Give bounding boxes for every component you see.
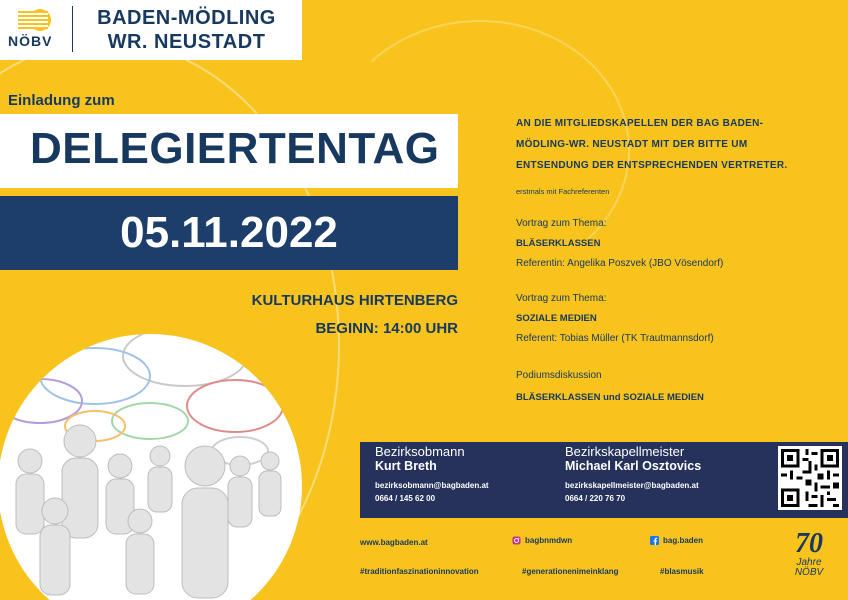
noebv-logo-icon — [14, 6, 54, 32]
panel-topic: BLÄSERKLASSEN und SOZIALE MEDIEN — [516, 392, 704, 403]
logo-divider — [72, 6, 73, 52]
talk-1 — [516, 214, 826, 274]
instagram-link[interactable] — [512, 536, 572, 545]
hashtag: #blasmusik — [660, 567, 704, 576]
contact-chair — [375, 444, 555, 503]
talk-speaker: Referentin: Angelika Poszvek (JBO Vösendorf) — [516, 258, 724, 269]
facebook-link[interactable] — [650, 536, 703, 545]
anniversary-logo — [784, 530, 834, 578]
intro-text — [516, 113, 826, 176]
event-start-time: BEGINN: 14:00 UHR — [315, 320, 458, 337]
contact-email[interactable]: bezirksobmann@bagbaden.at — [375, 481, 489, 490]
discussion-illustration — [0, 316, 340, 600]
talk-topic: BLÄSERKLASSEN — [516, 238, 601, 249]
talk-label: Vortrag zum Thema: — [516, 218, 607, 229]
invite-label: Einladung zum — [8, 92, 115, 109]
event-date: 05.11.2022 — [120, 208, 338, 257]
talk-speaker: Referent: Tobias Müller (TK Trautmannsdorf) — [516, 333, 714, 344]
panel-discussion — [516, 365, 826, 409]
website-link[interactable]: www.bagbaden.at — [360, 538, 428, 547]
instagram-icon — [512, 536, 521, 545]
qr-code[interactable] — [778, 446, 842, 510]
anniversary-word: Jahre — [796, 557, 822, 568]
page-title: DELEGIERTENTAG — [30, 124, 440, 173]
facebook-handle: bag.baden — [663, 536, 704, 545]
instagram-handle: bagbnmdwn — [525, 536, 573, 545]
logo-text: NÖBV — [8, 33, 53, 49]
contact-role: Bezirksobmann — [375, 444, 465, 459]
talk-2 — [516, 289, 826, 349]
event-venue: KULTURHAUS HIRTENBERG — [251, 292, 458, 309]
anniversary-org: NÖBV — [794, 567, 824, 578]
anniversary-number: 70 — [795, 528, 823, 559]
hashtag: #traditionfaszinationinnovation — [360, 567, 479, 576]
contact-phone: 0664 / 145 62 00 — [375, 494, 436, 503]
contact-conductor — [565, 444, 765, 503]
contact-email[interactable]: bezirkskapellmeister@bagbaden.at — [565, 481, 699, 490]
intro-line: ENTSENDUNG DER ENTSPRECHENDEN VERTRETER. — [516, 160, 788, 171]
talk-label: Vortrag zum Thema: — [516, 293, 607, 304]
contact-phone: 0664 / 220 76 70 — [565, 494, 626, 503]
intro-line: AN DIE MITGLIEDSKAPELLEN DER BAG BADEN- — [516, 118, 764, 129]
contact-role: Bezirkskapellmeister — [565, 444, 685, 459]
hashtag: #generationenimeinklang — [522, 567, 619, 576]
contact-name: Kurt Breth — [375, 459, 437, 473]
region-name — [84, 6, 289, 54]
facebook-icon — [650, 536, 659, 545]
note-text: erstmals mit Fachreferenten — [516, 187, 610, 196]
talk-topic: SOZIALE MEDIEN — [516, 313, 597, 324]
intro-line: MÖDLING-WR. NEUSTADT MIT DER BITTE UM — [516, 139, 748, 150]
panel-label: Podiumsdiskussion — [516, 370, 602, 381]
contact-name: Michael Karl Osztovics — [565, 459, 702, 473]
region-line-1: BADEN-MÖDLING — [97, 7, 276, 29]
region-line-2: WR. NEUSTADT — [107, 31, 266, 53]
